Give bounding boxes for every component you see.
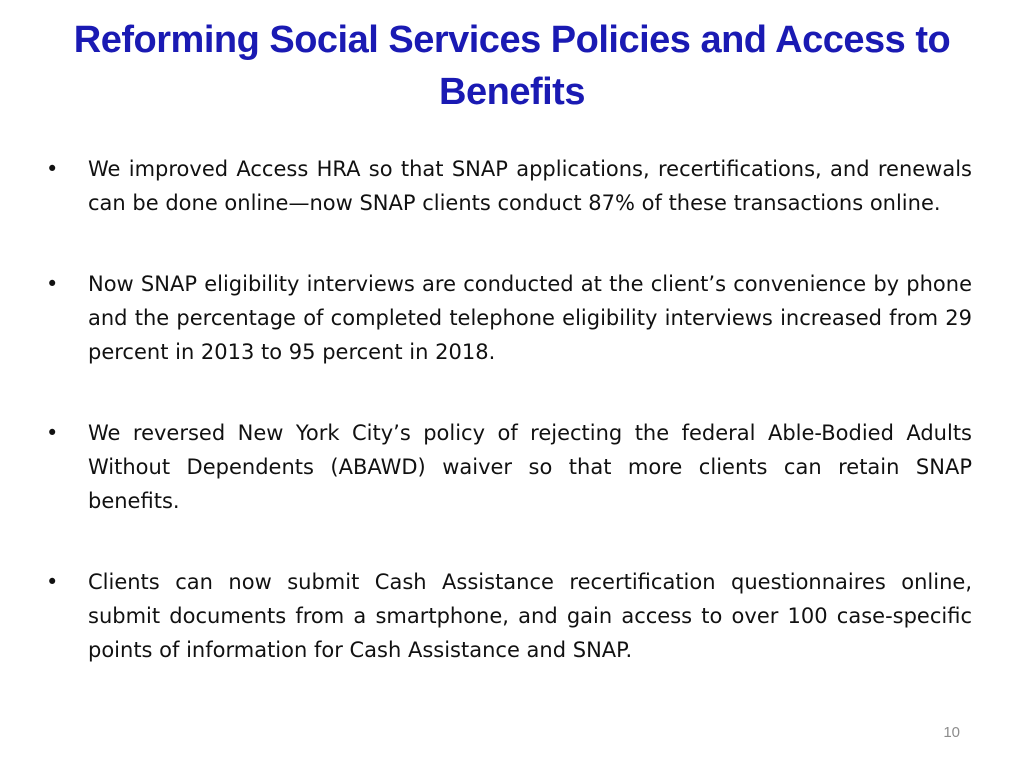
bullet-item [44,565,972,667]
bullet-text: We reversed New York City’s policy of rejecting the federal Able-Bodied Adults Without Dependents (ABAWD) waiver so that more clients can retain SNAP benefits. [88,421,972,513]
bullet-item [44,416,972,518]
bullet-list [44,152,972,714]
bullet-dot: • [46,570,59,594]
bullet-dot: • [46,272,59,296]
bullet-text: We improved Access HRA so that SNAP applications, recertifications, and renewals can be done online—now SNAP clients conduct 87% of these transactions online. [88,157,972,215]
bullet-text: Clients can now submit Cash Assistance recertification questionnaires online, submit documents from a smartphone, and gain access to over 100 case-specific points of information for Cash Assistance and SNAP. [88,570,972,662]
bullet-dot: • [46,157,59,181]
bullet-item [44,267,972,369]
bullet-item [44,152,972,220]
bullet-dot: • [46,421,59,445]
slide-title: Reforming Social Services Policies and Access to Benefits [73,19,951,113]
bullet-text: Now SNAP eligibility interviews are conducted at the client’s convenience by phone and the percentage of completed telephone eligibility interviews increased from 29 percent in 2013 to 95 percent in 2018. [88,272,972,364]
page-number: 10 [943,724,960,741]
